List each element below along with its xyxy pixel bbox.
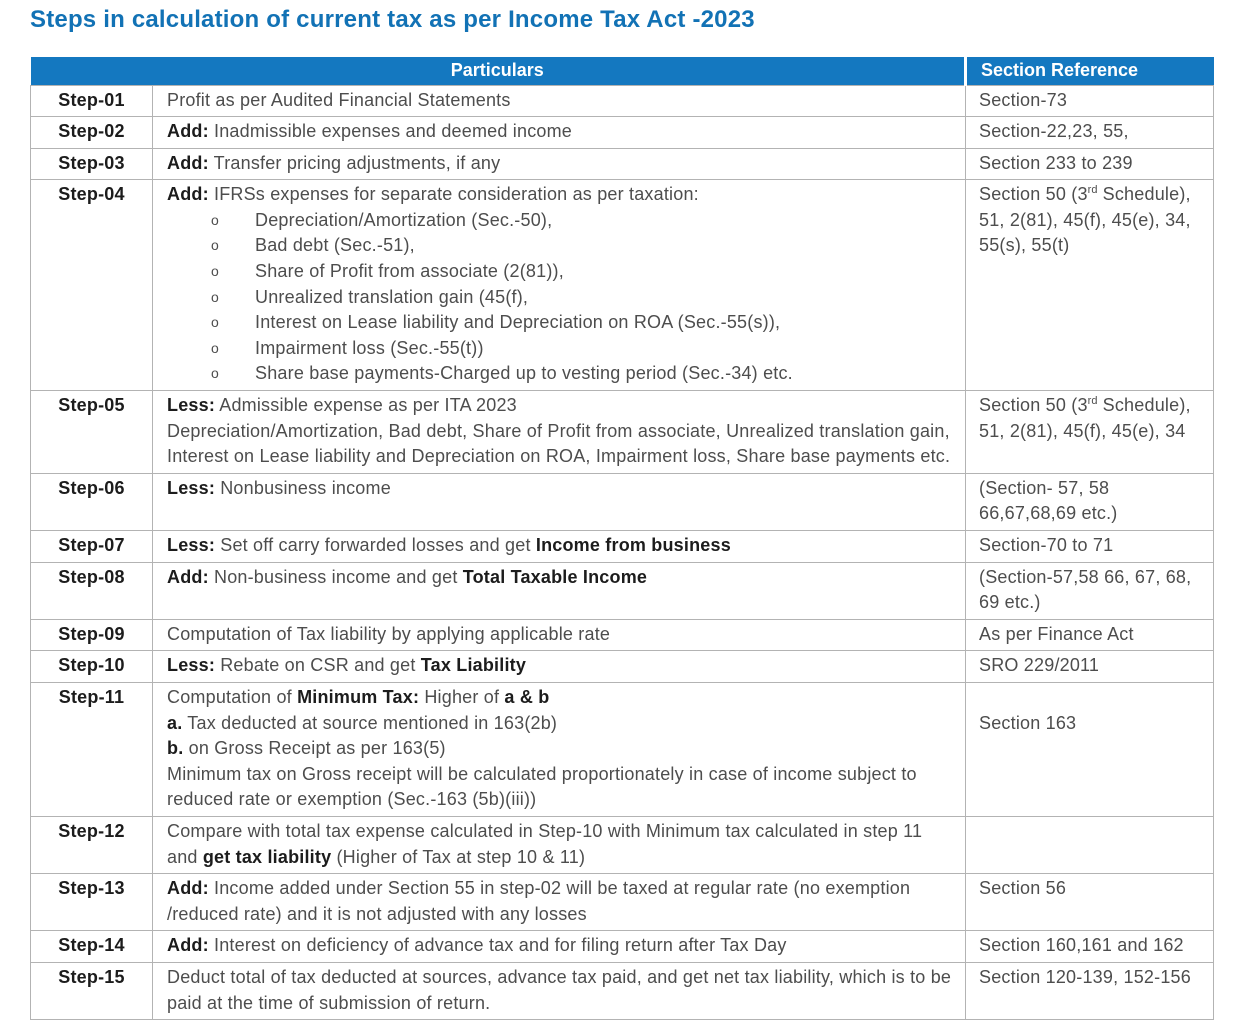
text-segment: Section 50 (3 bbox=[979, 395, 1088, 416]
particulars-line bbox=[167, 736, 955, 762]
text-segment: Bad debt (Sec.-51), bbox=[255, 235, 415, 256]
bullet-item bbox=[167, 208, 955, 234]
text-segment: Higher of bbox=[419, 686, 505, 707]
section-cell bbox=[966, 531, 1214, 563]
bullet-marker: o bbox=[211, 211, 219, 228]
header-row bbox=[31, 57, 1214, 85]
step-cell: Step-11 bbox=[31, 682, 153, 816]
particulars-line bbox=[167, 711, 955, 737]
particulars-line bbox=[167, 565, 955, 591]
particulars-cell bbox=[153, 682, 966, 816]
particulars-line bbox=[167, 393, 955, 419]
particulars-cell bbox=[153, 651, 966, 683]
particulars-cell bbox=[153, 816, 966, 873]
table-body bbox=[31, 85, 1214, 1020]
step-cell: Step-07 bbox=[31, 531, 153, 563]
text-segment: Tax Liability bbox=[420, 655, 527, 676]
particulars-cell bbox=[153, 619, 966, 651]
particulars-cell bbox=[153, 874, 966, 931]
text-segment: Depreciation/Amortization (Sec.-50), bbox=[255, 209, 553, 230]
step-cell: Step-15 bbox=[31, 962, 153, 1019]
particulars-line bbox=[167, 685, 955, 711]
text-segment: a. bbox=[167, 712, 183, 733]
table-row bbox=[31, 85, 1214, 117]
text-segment: (Section-57,58 66, 67, 68, 69 etc.) bbox=[979, 566, 1192, 613]
table-row bbox=[31, 931, 1214, 963]
particulars-cell bbox=[153, 473, 966, 530]
particulars-line bbox=[167, 419, 955, 470]
text-segment: Schedule), 51, 2(81), 45(f), 45(e), 34, 55(s), 55(t) bbox=[979, 184, 1191, 256]
text-segment: Section-73 bbox=[979, 89, 1068, 110]
particulars-line bbox=[167, 933, 955, 959]
table-row bbox=[31, 531, 1214, 563]
text-segment: Section 233 to 239 bbox=[979, 152, 1133, 173]
table-row bbox=[31, 619, 1214, 651]
particulars-line bbox=[167, 762, 955, 813]
text-segment: Inadmissible expenses and deemed income bbox=[208, 121, 573, 142]
section-reference-header: Section Reference bbox=[966, 57, 1214, 85]
text-segment: Deduct total of tax deducted at sources, advance tax paid, and get net tax liability, which is to be paid at the time of submission of return. bbox=[167, 966, 952, 1013]
text-segment: Add: bbox=[167, 878, 209, 899]
step-cell: Step-03 bbox=[31, 148, 153, 180]
text-segment: Computation of bbox=[167, 686, 298, 707]
table-row bbox=[31, 682, 1214, 816]
bullet-text bbox=[255, 285, 955, 311]
step-cell: Step-14 bbox=[31, 931, 153, 963]
step-cell: Step-01 bbox=[31, 85, 153, 117]
text-segment: Section-22,23, 55, bbox=[979, 121, 1129, 142]
step-cell: Step-09 bbox=[31, 619, 153, 651]
text-segment: Income from business bbox=[535, 535, 731, 555]
table-row bbox=[31, 180, 1214, 391]
text-segment: Section-70 to 71 bbox=[979, 535, 1114, 555]
text-segment: As per Finance Act bbox=[979, 623, 1134, 644]
bullet-text bbox=[255, 310, 955, 336]
text-segment: a & b bbox=[504, 686, 550, 707]
text-segment: Profit as per Audited Financial Statements bbox=[167, 89, 511, 110]
particulars-line bbox=[167, 533, 955, 559]
text-segment: IFRSs expenses for separate consideration as per taxation: bbox=[208, 184, 699, 205]
particulars-cell bbox=[153, 931, 966, 963]
table-row bbox=[31, 874, 1214, 931]
particulars-line bbox=[167, 88, 955, 114]
text-segment: Less: bbox=[167, 535, 216, 555]
section-cell bbox=[966, 682, 1214, 816]
text-segment: Add: bbox=[167, 152, 209, 173]
tax-steps-table bbox=[30, 57, 1214, 1020]
text-segment: Add: bbox=[167, 121, 209, 142]
table-row bbox=[31, 816, 1214, 873]
text-segment: Share base payments-Charged up to vesting period (Sec.-34) etc. bbox=[255, 363, 793, 384]
section-cell bbox=[966, 180, 1214, 391]
particulars-line bbox=[167, 182, 955, 208]
text-segment: Non-business income and get bbox=[208, 566, 463, 587]
section-cell bbox=[966, 651, 1214, 683]
text-segment: get tax liability bbox=[202, 846, 332, 867]
text-segment: Share of Profit from associate (2(81)), bbox=[255, 261, 564, 282]
particulars-line bbox=[167, 151, 955, 177]
section-cell bbox=[966, 148, 1214, 180]
bullet-marker: o bbox=[211, 263, 219, 280]
text-segment: Add: bbox=[167, 935, 209, 956]
particulars-line bbox=[167, 476, 955, 502]
particulars-line bbox=[167, 119, 955, 145]
bullet-item bbox=[167, 310, 955, 336]
step-cell: Step-12 bbox=[31, 816, 153, 873]
page-title: Steps in calculation of current tax as per Income Tax Act -2023 bbox=[30, 6, 755, 33]
bullet-marker: o bbox=[211, 288, 219, 305]
text-segment: Depreciation/Amortization, Bad debt, Share of Profit from associate, Unrealized translation gain, Interest on Lease liability and Depreciation on ROA, Impairment loss, Share base payments etc. bbox=[167, 420, 951, 467]
text-segment: Add: bbox=[167, 184, 209, 205]
bullet-marker: o bbox=[211, 237, 219, 254]
particulars-header: Particulars bbox=[31, 57, 966, 85]
text-segment: Add: bbox=[167, 566, 209, 587]
particulars-cell bbox=[153, 117, 966, 149]
text-segment: Interest on Lease liability and Depreciation on ROA (Sec.-55(s)), bbox=[255, 312, 781, 333]
table-row bbox=[31, 117, 1214, 149]
text-segment: Set off carry forwarded losses and get bbox=[215, 535, 536, 555]
text-segment: (Section- 57, 58 66,67,68,69 etc.) bbox=[979, 477, 1118, 524]
text-segment: Impairment loss (Sec.-55(t)) bbox=[255, 337, 484, 358]
particulars-line bbox=[167, 653, 955, 679]
text-segment: Unrealized translation gain (45(f), bbox=[255, 286, 529, 307]
particulars-cell bbox=[153, 85, 966, 117]
text-segment: Minimum Tax: bbox=[297, 686, 420, 707]
bullet-text bbox=[255, 208, 955, 234]
bullet-text bbox=[255, 259, 955, 285]
section-cell bbox=[966, 619, 1214, 651]
step-cell: Step-13 bbox=[31, 874, 153, 931]
text-segment: Income added under Section 55 in step-02 will be taxed at regular rate (no exemption /reduced rate) and it is not adjusted with any losses bbox=[167, 878, 911, 924]
section-cell bbox=[966, 473, 1214, 530]
step-cell: Step-06 bbox=[31, 473, 153, 530]
text-segment: Less: bbox=[167, 395, 216, 416]
superscript-text: rd bbox=[1087, 184, 1098, 197]
text-segment: Tax deducted at source mentioned in 163(2b) bbox=[182, 712, 558, 733]
text-segment: Transfer pricing adjustments, if any bbox=[208, 152, 501, 173]
text-segment: Total Taxable Income bbox=[462, 566, 648, 587]
particulars-cell bbox=[153, 962, 966, 1019]
text-segment: Less: bbox=[167, 477, 216, 498]
text-segment: Interest on deficiency of advance tax and for filing return after Tax Day bbox=[208, 935, 787, 956]
table-row bbox=[31, 148, 1214, 180]
section-cell bbox=[966, 931, 1214, 963]
text-segment: SRO 229/2011 bbox=[979, 655, 1100, 676]
step-cell: Step-10 bbox=[31, 651, 153, 683]
particulars-line bbox=[167, 622, 955, 648]
bullet-text bbox=[255, 336, 955, 362]
section-cell bbox=[966, 816, 1214, 873]
section-cell bbox=[966, 962, 1214, 1019]
bullet-marker: o bbox=[211, 339, 219, 356]
section-cell bbox=[966, 117, 1214, 149]
particulars-cell bbox=[153, 562, 966, 619]
table-row bbox=[31, 391, 1214, 474]
text-segment: Less: bbox=[167, 655, 216, 676]
table-row bbox=[31, 562, 1214, 619]
text-segment: Rebate on CSR and get bbox=[215, 655, 421, 676]
superscript-text: rd bbox=[1087, 395, 1098, 408]
table-row bbox=[31, 651, 1214, 683]
text-segment: (Higher of Tax at step 10 & 11) bbox=[331, 846, 586, 867]
particulars-cell bbox=[153, 531, 966, 563]
text-segment: Admissible expense as per ITA 2023 bbox=[215, 395, 517, 416]
text-segment: Section 120-139, 152-156 bbox=[979, 966, 1191, 987]
step-cell: Step-02 bbox=[31, 117, 153, 149]
text-segment: Computation of Tax liability by applying applicable rate bbox=[167, 623, 611, 644]
section-cell bbox=[966, 874, 1214, 931]
bullet-item bbox=[167, 336, 955, 362]
section-cell bbox=[966, 391, 1214, 474]
table-row bbox=[31, 473, 1214, 530]
bullet-marker: o bbox=[211, 314, 219, 331]
step-cell: Step-05 bbox=[31, 391, 153, 474]
text-segment: Compare with total tax expense calculated in Step-10 with Minimum tax calculated in step 11 and bbox=[167, 820, 923, 867]
table-header bbox=[31, 57, 1214, 85]
particulars-cell bbox=[153, 180, 966, 391]
text-segment: b. bbox=[167, 738, 184, 759]
text-segment: Section 50 (3 bbox=[979, 184, 1088, 205]
section-cell bbox=[966, 562, 1214, 619]
bullet-item bbox=[167, 285, 955, 311]
section-cell bbox=[966, 85, 1214, 117]
bullet-text bbox=[255, 361, 955, 387]
text-segment: Section 163 bbox=[979, 712, 1077, 733]
text-segment: Section 160,161 and 162 bbox=[979, 935, 1184, 956]
bullet-text bbox=[255, 233, 955, 259]
bullet-item bbox=[167, 259, 955, 285]
particulars-cell bbox=[153, 148, 966, 180]
text-segment: Section 56 bbox=[979, 878, 1067, 899]
text-segment: Minimum tax on Gross receipt will be calculated proportionately in case of income subject to reduced rate or exemption (Sec.-163 (5b)(iii)) bbox=[167, 763, 917, 810]
particulars-line bbox=[167, 965, 955, 1016]
particulars-line bbox=[167, 876, 955, 927]
bullet-item bbox=[167, 361, 955, 387]
particulars-cell bbox=[153, 391, 966, 474]
text-segment: Schedule), 51, 2(81), 45(f), 45(e), 34 bbox=[979, 395, 1191, 441]
text-segment: Nonbusiness income bbox=[215, 477, 391, 498]
bullet-marker: o bbox=[211, 365, 219, 382]
step-cell: Step-08 bbox=[31, 562, 153, 619]
table-row bbox=[31, 962, 1214, 1019]
text-segment: on Gross Receipt as per 163(5) bbox=[183, 738, 446, 759]
particulars-line bbox=[167, 819, 955, 870]
bullet-item bbox=[167, 233, 955, 259]
step-cell: Step-04 bbox=[31, 180, 153, 391]
